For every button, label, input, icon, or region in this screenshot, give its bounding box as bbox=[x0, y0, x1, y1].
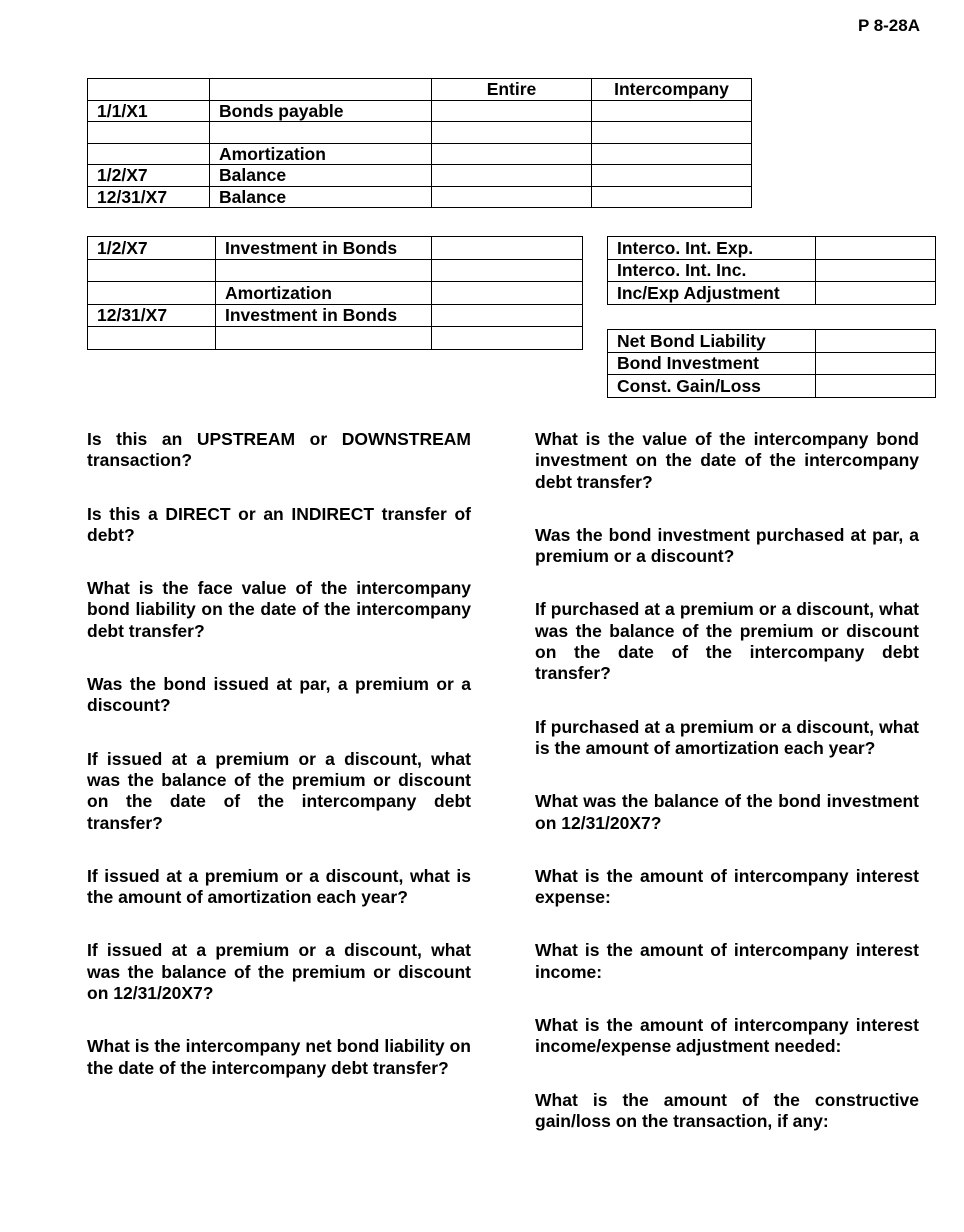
row-date: 1/1/X1 bbox=[88, 100, 210, 122]
table-header-row bbox=[88, 79, 752, 101]
question: If issued at a premium or a discount, what was the balance of the premium or discount on the date of the intercompany debt transfer? bbox=[87, 748, 471, 833]
question: If issued at a premium or a discount, what was the balance of the premium or discount on 12/31/20X7? bbox=[87, 940, 471, 1004]
row-label: Inc/Exp Adjustment bbox=[608, 282, 816, 305]
table-row bbox=[88, 143, 752, 165]
intercompany-interest-table bbox=[607, 236, 936, 305]
table-row bbox=[88, 304, 583, 327]
question: Was the bond investment purchased at par, a premium or a discount? bbox=[535, 524, 919, 567]
intercompany-cell[interactable] bbox=[592, 100, 752, 122]
row-date: 1/2/X7 bbox=[88, 237, 216, 260]
table-row bbox=[608, 237, 936, 260]
amount-cell[interactable] bbox=[816, 259, 936, 282]
header-cell bbox=[88, 79, 210, 101]
row-label: Amortization bbox=[210, 143, 432, 165]
amount-cell[interactable] bbox=[432, 237, 583, 260]
header-entire: Entire bbox=[432, 79, 592, 101]
row-date: 12/31/X7 bbox=[88, 304, 216, 327]
table-row bbox=[88, 259, 583, 282]
table-row bbox=[608, 330, 936, 353]
entire-cell[interactable] bbox=[432, 165, 592, 187]
amount-cell[interactable] bbox=[432, 259, 583, 282]
bonds-payable-table bbox=[87, 78, 752, 208]
header-cell bbox=[210, 79, 432, 101]
amount-cell[interactable] bbox=[816, 352, 936, 375]
question: What is the amount of intercompany interest income/expense adjustment needed: bbox=[535, 1015, 919, 1057]
question: Was the bond issued at par, a premium or a discount? bbox=[87, 674, 471, 716]
row-label: Investment in Bonds bbox=[216, 237, 432, 260]
right-question-column bbox=[535, 429, 919, 1164]
question: If purchased at a premium or a discount, what was the balance of the premium or discount on the date of the intercompany debt transfer? bbox=[535, 599, 919, 684]
table-row bbox=[88, 282, 583, 305]
row-date bbox=[88, 143, 210, 165]
table-row bbox=[88, 122, 752, 144]
row-label: Bond Investment bbox=[608, 352, 816, 375]
intercompany-cell[interactable] bbox=[592, 186, 752, 208]
intercompany-cell[interactable] bbox=[592, 165, 752, 187]
row-label: Investment in Bonds bbox=[216, 304, 432, 327]
table-row bbox=[88, 100, 752, 122]
question: If issued at a premium or a discount, what is the amount of amortization each year? bbox=[87, 865, 471, 908]
question: If purchased at a premium or a discount, what is the amount of amortization each year? bbox=[535, 716, 919, 758]
amount-cell[interactable] bbox=[816, 237, 936, 260]
amount-cell[interactable] bbox=[816, 330, 936, 353]
row-label bbox=[216, 327, 432, 350]
question: Is this an UPSTREAM or DOWNSTREAM transaction? bbox=[87, 429, 471, 471]
row-date bbox=[88, 122, 210, 144]
net-bond-table bbox=[607, 329, 936, 398]
amount-cell[interactable] bbox=[432, 282, 583, 305]
question: What is the value of the intercompany bond investment on the date of the intercompany debt transfer? bbox=[535, 429, 919, 492]
question: What is the intercompany net bond liability on the date of the intercompany debt transfer? bbox=[87, 1036, 471, 1078]
row-label bbox=[210, 122, 432, 144]
table-row bbox=[88, 237, 583, 260]
row-label: Net Bond Liability bbox=[608, 330, 816, 353]
table-row bbox=[608, 259, 936, 282]
entire-cell[interactable] bbox=[432, 100, 592, 122]
row-date: 12/31/X7 bbox=[88, 186, 210, 208]
table-row bbox=[88, 165, 752, 187]
entire-cell[interactable] bbox=[432, 186, 592, 208]
entire-cell[interactable] bbox=[432, 143, 592, 165]
row-label: Balance bbox=[210, 165, 432, 187]
row-label: Amortization bbox=[216, 282, 432, 305]
page-reference: P 8-28A bbox=[857, 16, 920, 35]
row-date bbox=[88, 282, 216, 305]
table-row bbox=[608, 282, 936, 305]
intercompany-cell[interactable] bbox=[592, 122, 752, 144]
question: What was the balance of the bond investment on 12/31/20X7? bbox=[535, 791, 919, 833]
table-row bbox=[88, 327, 583, 350]
amount-cell[interactable] bbox=[816, 282, 936, 305]
question: What is the amount of intercompany interest expense: bbox=[535, 865, 919, 908]
table-row bbox=[88, 186, 752, 208]
question: Is this a DIRECT or an INDIRECT transfer of debt? bbox=[87, 503, 471, 545]
question: What is the face value of the intercompany bond liability on the date of the intercompany debt transfer? bbox=[87, 578, 471, 641]
row-date: 1/2/X7 bbox=[88, 165, 210, 187]
row-label: Bonds payable bbox=[210, 100, 432, 122]
amount-cell[interactable] bbox=[816, 375, 936, 398]
row-label: Const. Gain/Loss bbox=[608, 375, 816, 398]
question: What is the amount of the constructive gain/loss on the transaction, if any: bbox=[535, 1089, 919, 1131]
row-label: Interco. Int. Exp. bbox=[608, 237, 816, 260]
table-row bbox=[608, 352, 936, 375]
row-date bbox=[88, 259, 216, 282]
amount-cell[interactable] bbox=[432, 304, 583, 327]
left-question-column bbox=[87, 429, 471, 1111]
entire-cell[interactable] bbox=[432, 122, 592, 144]
intercompany-cell[interactable] bbox=[592, 143, 752, 165]
row-date bbox=[88, 327, 216, 350]
amount-cell[interactable] bbox=[432, 327, 583, 350]
row-label: Interco. Int. Inc. bbox=[608, 259, 816, 282]
row-label bbox=[216, 259, 432, 282]
table-row bbox=[608, 375, 936, 398]
row-label: Balance bbox=[210, 186, 432, 208]
header-intercompany: Intercompany bbox=[592, 79, 752, 101]
question: What is the amount of intercompany interest income: bbox=[535, 940, 919, 982]
investment-in-bonds-table bbox=[87, 236, 583, 350]
